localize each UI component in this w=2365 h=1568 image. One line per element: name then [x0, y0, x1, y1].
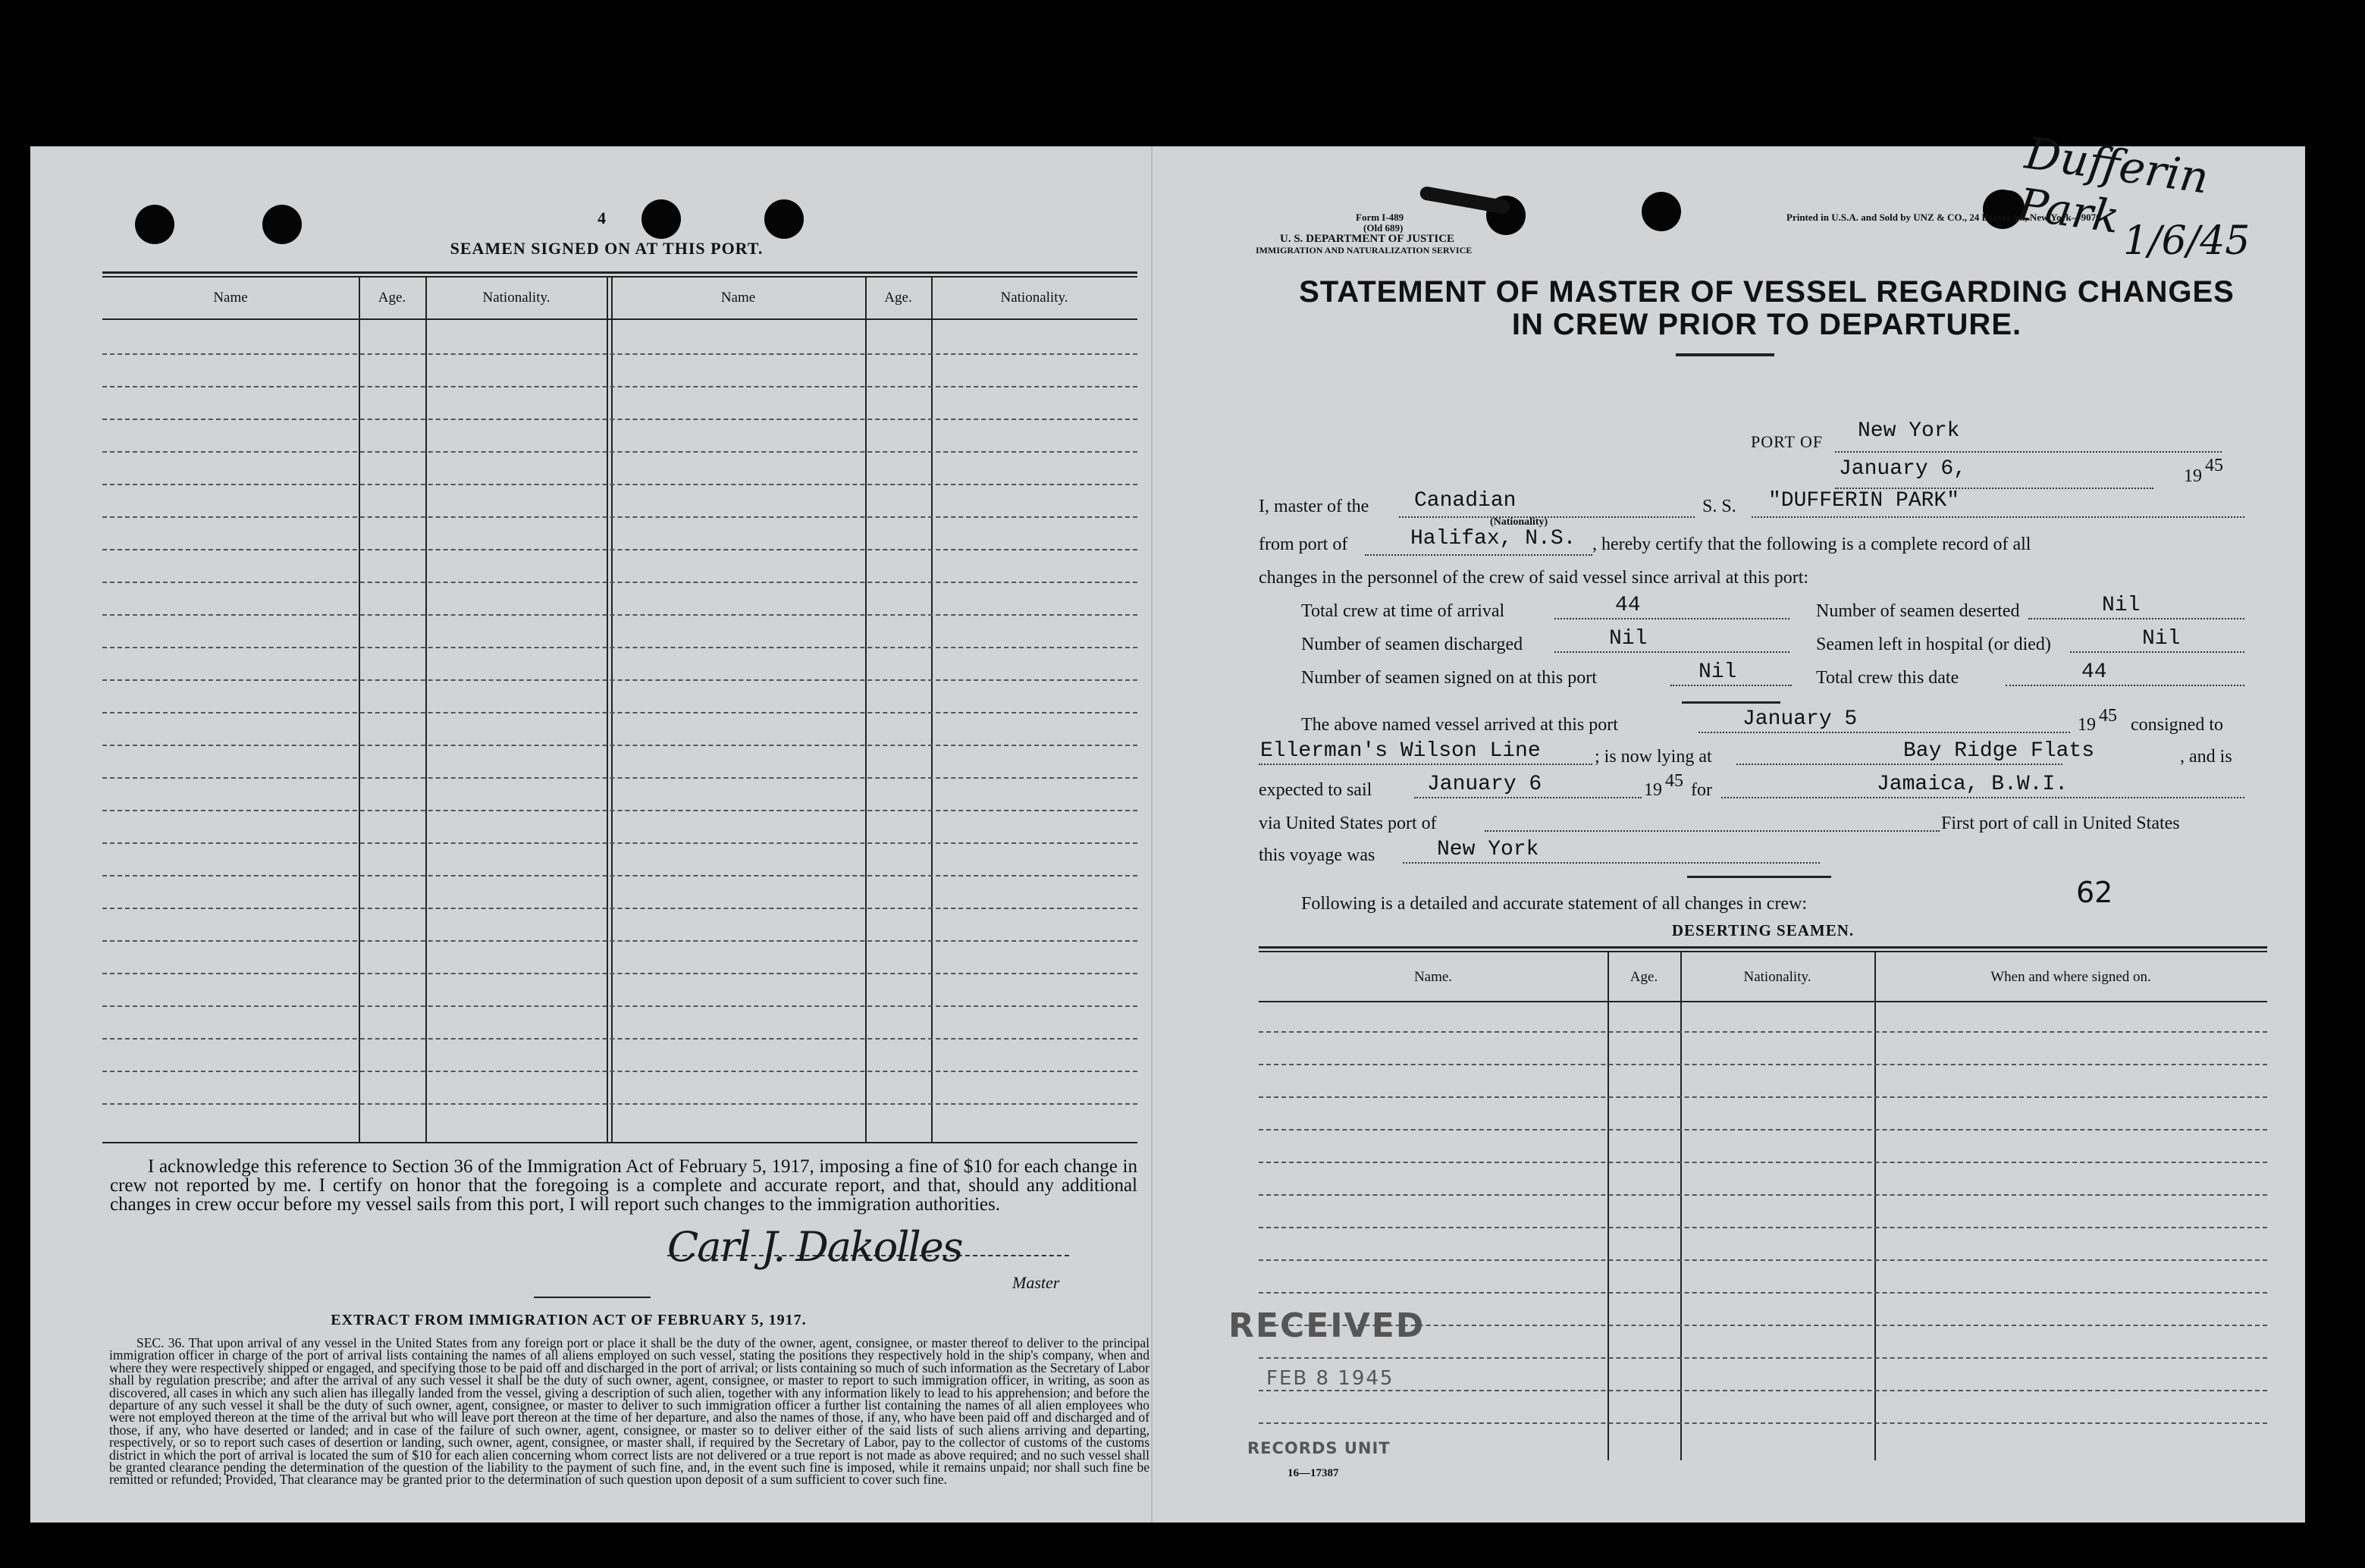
- form-old: (Old 689): [1363, 222, 1404, 234]
- received-stamp-date: FEB 8 1945: [1266, 1367, 1394, 1390]
- deserting-table: [1259, 946, 2267, 1462]
- deserting-title: DESERTING SEAMEN.: [1671, 921, 1855, 939]
- and-is-label: , and is: [2180, 747, 2232, 767]
- total-crew-arrival-label: Total crew at time of arrival: [1301, 601, 1505, 621]
- table-row: [1259, 1129, 2267, 1131]
- table-row: [102, 647, 1137, 648]
- total-crew-date-label: Total crew this date: [1816, 668, 1959, 688]
- year-value: 45: [2205, 456, 2223, 475]
- number-62: 62: [2076, 876, 2113, 909]
- table-row: [102, 777, 1137, 779]
- table-row: [102, 810, 1137, 811]
- table-row: [1259, 1422, 2267, 1424]
- hospital-value: Nil: [2142, 627, 2181, 651]
- rule: [1687, 876, 1831, 878]
- arrived-year-value: 45: [2099, 706, 2117, 726]
- master-of-label: I, master of the: [1259, 497, 1369, 516]
- total-crew-date-value: 44: [2081, 660, 2107, 684]
- table-row: [102, 908, 1137, 909]
- consignee-value: Ellerman's Wilson Line: [1260, 739, 1541, 763]
- table-row: [102, 451, 1137, 453]
- form-title-line-2: IN CREW PRIOR TO DEPARTURE.: [1511, 308, 2022, 341]
- signed-on-label: Number of seamen signed on at this port: [1301, 668, 1597, 688]
- following-text: Following is a detailed and accurate statement of all changes in crew:: [1301, 894, 1808, 914]
- table-row: [102, 1038, 1137, 1040]
- table-row: [102, 549, 1137, 550]
- arrived-label: The above named vessel arrived at this port: [1301, 715, 1618, 735]
- punch-hole: [1642, 192, 1681, 231]
- total-crew-arrival-line: [1554, 610, 1789, 619]
- table-row: [102, 484, 1137, 485]
- right-page: [1153, 127, 2305, 1523]
- column-header: Name: [213, 290, 248, 306]
- expected-label: expected to sail: [1259, 780, 1372, 800]
- signed-on-table: [102, 271, 1137, 1143]
- expected-year-prefix: 19: [1644, 780, 1662, 800]
- voyage-value: New York: [1437, 838, 1539, 861]
- table-row: [1259, 1031, 2267, 1033]
- nationality-caption: (Nationality): [1490, 516, 1548, 528]
- table-row: [102, 582, 1137, 583]
- deserted-label: Number of seamen deserted: [1816, 601, 2020, 621]
- punch-hole: [641, 199, 681, 239]
- changes-text: changes in the personnel of the crew of said vessel since arrival at this port:: [1259, 568, 1809, 588]
- table-row: [102, 745, 1137, 746]
- signed-on-value: Nil: [1698, 660, 1737, 684]
- table-row: [102, 1103, 1137, 1105]
- table-row: [1259, 1194, 2267, 1196]
- column-header: Age.: [884, 290, 912, 306]
- discharged-line: [1554, 644, 1789, 653]
- title-rule: [1676, 353, 1774, 356]
- records-unit-stamp: RECORDS UNIT: [1247, 1439, 1391, 1457]
- total-crew-arrival-value: 44: [1615, 594, 1641, 617]
- arrived-year-prefix: 19: [2078, 715, 2096, 735]
- port-value: New York: [1858, 419, 1960, 443]
- nationality-value: Canadian: [1414, 489, 1517, 513]
- column-header: Age.: [378, 290, 406, 306]
- printer-note: Printed in U.S.A. and Sold by UNZ & CO., 24 Beaver St., New York—9076: [1786, 212, 2101, 223]
- form-title-line-1: STATEMENT OF MASTER OF VESSEL REGARDING CHANGES: [1299, 275, 2235, 309]
- table-row: [102, 712, 1137, 713]
- table-row: [1259, 1292, 2267, 1294]
- deserted-value: Nil: [2102, 594, 2141, 617]
- signed-on-title: SEAMEN SIGNED ON AT THIS PORT.: [450, 239, 764, 258]
- column-header: Nationality.: [1000, 290, 1068, 306]
- table-row: [102, 353, 1137, 355]
- table-row: [1259, 1064, 2267, 1065]
- footer-code: 16—17387: [1288, 1467, 1339, 1479]
- handwritten-ship-name: Dufferin Park: [2015, 127, 2212, 243]
- table-row: [1259, 1390, 2267, 1391]
- service: IMMIGRATION AND NATURALIZATION SERVICE: [1256, 245, 1473, 256]
- lying-value: Bay Ridge Flats: [1903, 739, 2095, 763]
- from-port-value: Halifax, N.S.: [1410, 527, 1576, 550]
- port-label: PORT OF: [1751, 432, 1824, 451]
- handwritten-date: 1/6/45: [2123, 218, 2251, 264]
- voyage-label: this voyage was: [1259, 845, 1375, 865]
- ink-smudge: [1419, 186, 1510, 215]
- table-row: [1259, 1259, 2267, 1261]
- table-row: [102, 940, 1137, 942]
- column-header: Age.: [1629, 969, 1658, 985]
- rule: [1682, 701, 1780, 704]
- lying-label: ; is now lying at: [1595, 747, 1712, 767]
- certify-text: , hereby certify that the following is a complete record of all: [1592, 535, 2031, 554]
- total-crew-date-line: [2006, 677, 2244, 686]
- page-number: 4: [598, 209, 606, 227]
- table-row: [102, 875, 1137, 877]
- column-header: Nationality.: [482, 290, 550, 306]
- table-row: [102, 516, 1137, 518]
- date-value: January 6,: [1839, 457, 1967, 481]
- department: U. S. DEPARTMENT OF JUSTICE: [1280, 233, 1455, 245]
- rule: [534, 1297, 651, 1298]
- arrived-value: January 5: [1742, 707, 1858, 731]
- extract-title: EXTRACT FROM IMMIGRATION ACT OF FEBRUARY 5, 1917.: [331, 1312, 807, 1328]
- discharged-label: Number of seamen discharged: [1301, 635, 1523, 654]
- ss-label: S. S.: [1702, 497, 1736, 516]
- table-row: [102, 614, 1137, 616]
- consigned-label: consigned to: [2131, 715, 2223, 735]
- table-row: [102, 679, 1137, 681]
- received-stamp: RECEIVED: [1228, 1306, 1426, 1345]
- expected-year-value: 45: [1665, 771, 1683, 791]
- column-header: Name: [720, 290, 756, 306]
- table-row: [102, 386, 1137, 387]
- discharged-value: Nil: [1609, 627, 1648, 651]
- column-header: Name.: [1413, 969, 1453, 985]
- column-header: Nationality.: [1743, 969, 1811, 985]
- table-row: [102, 973, 1137, 974]
- for-label: for: [1691, 780, 1712, 800]
- master-signature: Carl J. Dakolles: [667, 1223, 962, 1271]
- punch-hole: [764, 199, 804, 239]
- hospital-label: Seamen left in hospital (or died): [1816, 635, 2051, 654]
- acknowledgement-text: I acknowledge this reference to Section 36 of the Immigration Act of February 5, 1917, imposing a fine of $10 for each change in crew not reported by me. I certify on honor that the foregoing is a complete and accurate report, and that, should any additional changes in crew occur before my vessel sails from this port, I will report such changes to the immigration authorities.: [110, 1156, 1137, 1215]
- left-page: [30, 146, 1153, 1523]
- table-row: [102, 1005, 1137, 1007]
- year-prefix: 19: [2184, 466, 2202, 486]
- table-row: [102, 419, 1137, 420]
- ship-name: "DUFFERIN PARK": [1768, 489, 1960, 513]
- via-label: via United States port of: [1259, 814, 1437, 833]
- master-label: Master: [1012, 1273, 1060, 1292]
- table-row: [1259, 1357, 2267, 1359]
- expected-value: January 6: [1427, 773, 1542, 796]
- table-row: [1259, 1227, 2267, 1228]
- destination-value: Jamaica, B.W.I.: [1877, 773, 2069, 796]
- first-port-label: First port of call in United States: [1941, 814, 2180, 833]
- from-port-label: from port of: [1259, 535, 1348, 554]
- extract-text: SEC. 36. That upon arrival of any vessel in the United States from any foreign port or place it shall be the duty of the owner, agent, consignee, or master thereof to deliver to the principal immigration officer in charge of the port of arrival lists containing the names of all aliens employed on such vessel, stating the positions they respectively hold in the ship's company, when and where they were respectively shipped or engaged, and specifying those to be paid off and discharged in the port of arrival; or lists containing so much of such information as the Secretary of Labor shall by regulation prescribe; and after the arrival of any such vessel it shall be the duty of such owner, agent, consignee, or master to report to such immigration officer, in writing, as soon as discovered, all cases in which any such alien has illegally landed from the vessel, giving a description of such alien, together with any information likely to lead to his apprehension; and before the departure of any such vessel it shall be the duty of such owner, agent, consignee, or master to deliver to such immigration officer a further list containing the names of all alien employees who were not employed thereon at the time of the arrival but who will leave port thereon at the time of her departure, and also the names of those, if any, who have been paid off and discharged and of those, if any, who have deserted or landed; and in case of the failure of such owner, agent, consignee, or master so to deliver either of the said lists of such aliens arriving and departing, respectively, or so to report such cases of desertion or landing, such owner, agent, consignee, or master shall, if required by the Secretary of Labor, pay to the collector of customs of the customs district in which the port of arrival is located the sum of $10 for each alien concerning whom correct lists are not delivered or a true report is not made as above required; and no such vessel shall be granted clearance pending the determination of the question of the liability to the payment of such fine, and, in the event such fine is imposed, while it remains unpaid; nor shall such fine be remitted or refunded; Provided, That clearance may be granted prior to the determination of such question upon deposit of a sum sufficient to cover such fine.: [109, 1335, 1150, 1488]
- column-header: When and where signed on.: [1990, 969, 2151, 985]
- table-row: [1259, 1096, 2267, 1098]
- table-row: [1259, 1162, 2267, 1163]
- form-number: Form I-489: [1356, 212, 1404, 223]
- table-row: [102, 1071, 1137, 1072]
- port-line: [1835, 442, 2222, 453]
- via-line: [1485, 823, 1940, 832]
- table-row: [102, 842, 1137, 844]
